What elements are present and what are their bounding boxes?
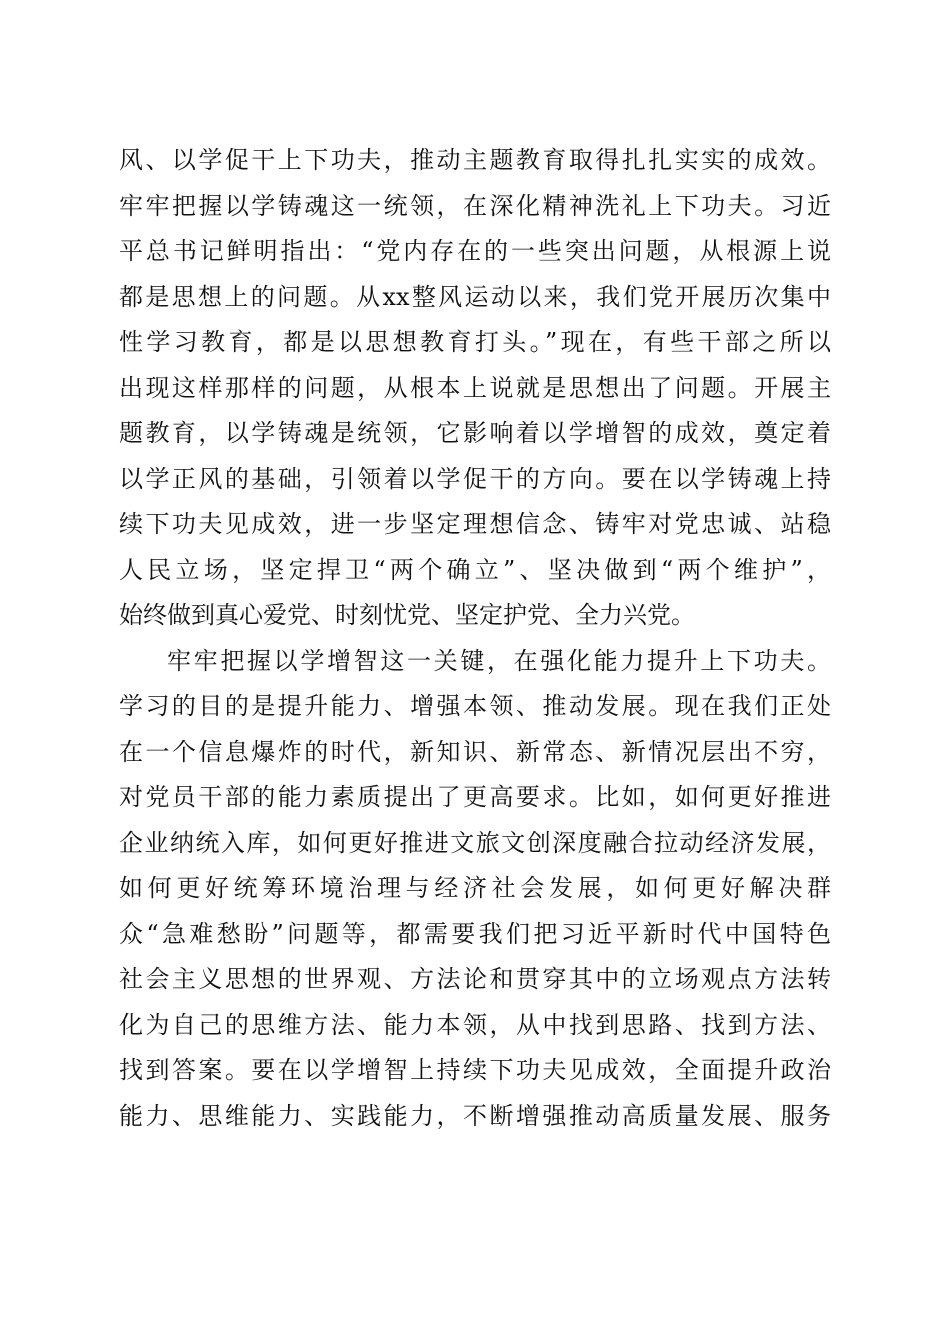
text-line: 牢牢把握以学铸魂这一统领，在深化精神洗礼上下功夫。习近 xyxy=(119,191,831,220)
text-line: 风、以学促干上下功夫，推动主题教育取得扎扎实实的成效。 xyxy=(119,146,831,174)
text-line: 都是思想上的问题。从xx整风运动以来，我们党开展历次集中 xyxy=(119,282,831,311)
text-line: 出现这样那样的问题，从根本上说就是思想出了问题。开展主 xyxy=(119,373,831,402)
text-line: 企业纳统入库，如何更好推进文旅文创深度融合拉动经济发展， xyxy=(119,828,831,857)
text-line: 以学正风的基础，引领着以学促干的方向。要在以学铸魂上持 xyxy=(119,464,831,493)
text-line: 续下功夫见成效，进一步坚定理想信念、铸牢对党忠诚、站稳 xyxy=(119,510,831,538)
text-line: 人民立场，坚定捍卫“两个确立”、坚决做到“两个维护”， xyxy=(119,555,831,584)
text-line: 对党员干部的能力素质提出了更高要求。比如，如何更好推进 xyxy=(119,783,831,811)
paragraph-first-line: 牢牢把握以学增智这一关键，在强化能力提升上下功夫。 xyxy=(167,646,831,675)
text-line: 社会主义思想的世界观、方法论和贯穿其中的立场观点方法转 xyxy=(119,965,831,993)
text-line: 在一个信息爆炸的时代，新知识、新常态、新情况层出不穷， xyxy=(119,737,831,766)
text-line: 能力、思维能力、实践能力，不断增强推动高质量发展、服务 xyxy=(119,1101,831,1130)
text-line: 始终做到真心爱党、时刻忧党、坚定护党、全力兴党。 xyxy=(119,601,695,629)
text-line: 性学习教育，都是以思想教育打头。”现在，有些干部之所以 xyxy=(119,328,831,356)
document-body xyxy=(119,138,831,1139)
text-line: 题教育，以学铸魂是统领，它影响着以学增智的成效，奠定着 xyxy=(119,419,831,447)
text-line: 众“急难愁盼”问题等，都需要我们把习近平新时代中国特色 xyxy=(119,919,831,948)
text-line: 化为自己的思维方法、能力本领，从中找到思路、找到方法、 xyxy=(119,1010,831,1039)
text-line: 学习的目的是提升能力、增强本领、推动发展。现在我们正处 xyxy=(119,692,831,720)
text-line: 如何更好统筹环境治理与经济社会发展，如何更好解决群 xyxy=(119,874,831,902)
text-line: 找到答案。要在以学增智上持续下功夫见成效，全面提升政治 xyxy=(119,1056,831,1084)
text-line: 平总书记鲜明指出：“党内存在的一些突出问题，从根源上说 xyxy=(119,237,831,265)
